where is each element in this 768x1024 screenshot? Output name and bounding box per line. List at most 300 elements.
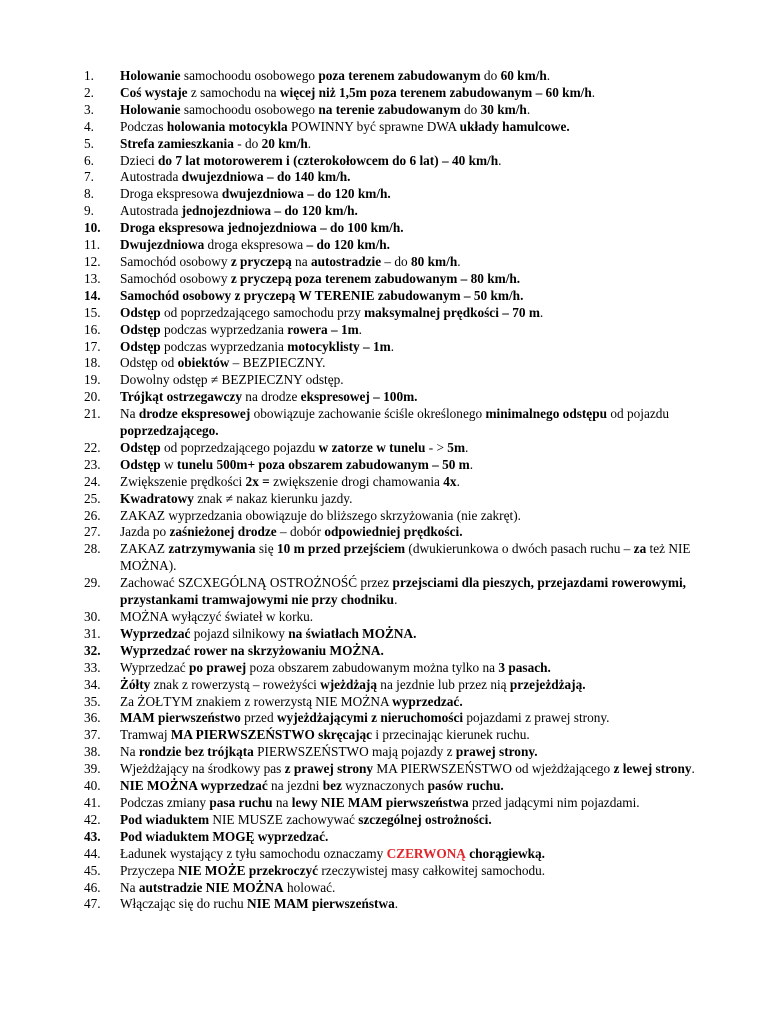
bold-text: NIE MOŻNA wyprzedzać [120,778,268,794]
text-run: . [539,304,544,320]
bold-text: – do 120 km/h. [306,237,390,253]
bold-text: Odstęp [120,321,161,337]
item-number: 37. [84,727,101,743]
item-number: 13. [84,270,101,286]
item-number: 22. [84,439,101,455]
text-run: z samochodu na [187,84,280,100]
item-text [120,339,394,354]
item-text [120,389,418,404]
item-text [120,694,463,709]
text-run: na drodze [241,389,301,405]
bold-text: 5m [447,439,466,455]
item-text [120,761,695,776]
item-number: 6. [84,152,94,168]
bold-text: przejeżdżają. [509,676,586,692]
list-item [0,355,768,372]
item-number: 27. [84,524,101,540]
bold-text: chorągiewką. [469,845,545,861]
text-run: Na [120,879,139,895]
item-number: 42. [84,811,101,827]
list-item [0,541,768,575]
item-number: 19. [84,372,101,388]
bold-text: pasa ruchu [209,794,273,810]
bold-text: tunelu 500m+ poza obszarem zabudowanym – 50 m [176,456,470,472]
list-item [0,153,768,170]
bold-text: z lewej strony [613,761,692,777]
item-number: 14. [84,287,101,303]
bold-text: Wyprzedzać [120,625,191,641]
text-run: . [526,101,531,117]
list-item [0,575,768,609]
bold-text: dwujezdniowa – do 120 km/h. [221,186,391,202]
item-number: 41. [84,794,101,810]
bold-text: obiektów [177,355,230,371]
item-number: 1. [84,68,94,83]
item-text [120,440,468,455]
list-item [0,626,768,643]
bold-text: wjeżdżają [320,676,377,692]
item-text [120,575,686,607]
text-run: - > [425,439,448,455]
bold-text: CZERWONĄ [386,845,466,861]
list-item [0,68,768,85]
bold-text: Pod wiaduktem MOGĘ wyprzedzać. [120,828,329,844]
text-run: też NIE MOŻNA). [120,541,691,574]
text-run: . [394,896,399,912]
list-item [0,339,768,356]
list-item [0,694,768,711]
item-number: 2. [84,84,94,100]
bold-text: NIE MAM pierwszeństwa [247,896,395,912]
item-number: 8. [84,186,94,202]
bold-text: Żółty [120,676,151,692]
text-run: pojazd silnikowy [190,625,289,641]
bold-text: rowera – 1m [287,321,359,337]
text-run: na [291,253,311,269]
text-run: – BEZPIECZNY. [229,355,326,371]
item-number: 15. [84,304,101,320]
text-run: samochoodu osobowego [180,68,319,83]
item-text [120,660,551,675]
text-run: Wjeżdżający na środkowy pas [120,761,285,777]
item-number: 31. [84,625,101,641]
text-run: zwiększenie drogi chamowania [269,473,444,489]
text-run: na jezdnie lub przez nią [376,676,510,692]
text-run: NIE MUSZE zachowywać [209,811,359,827]
item-text [120,778,504,793]
item-number: 40. [84,778,101,794]
bold-text: Wyprzedzać rower na skrzyżowaniu MOŻNA. [120,642,384,658]
bold-text: Odstęp [120,456,161,472]
item-text [120,136,311,151]
text-run: Autostrada [120,169,182,185]
item-number: 34. [84,676,101,692]
text-run: Dzieci [120,152,159,168]
bold-text: z pryczepą poza terenem zabudowanym – 80 km/h. [230,270,521,286]
item-text [120,153,501,168]
list-item [0,829,768,846]
text-run: na [272,794,292,810]
item-number: 32. [84,642,101,658]
text-run: Samochód osobowy [120,270,231,286]
item-text [120,203,358,218]
item-number: 44. [84,845,101,861]
bold-text: Odstęp [120,338,161,354]
item-text [120,829,328,844]
item-number: 29. [84,575,101,591]
list-item [0,846,768,863]
list-item [0,220,768,237]
bold-text: Holowanie [120,68,181,83]
bold-text: minimalnego odstępu [485,406,608,422]
bold-text: Odstęp [120,304,161,320]
text-run: Tramwaj [120,727,171,743]
bold-text: poprzedzającego. [120,423,219,439]
list-item [0,119,768,136]
list-item [0,761,768,778]
list-item [0,508,768,525]
bold-text: przejsciami dla pieszych, przejazdami rowerowymi, przystankami tramwajowymi nie przy chodniku [120,575,687,608]
text-run: . [465,439,469,455]
bold-text: autstradzie NIE MOŻNA [138,879,284,895]
bold-text: 60 km/h [500,68,547,83]
text-run: . [456,473,460,489]
text-run: podczas wyprzedzania [160,338,288,354]
text-run: Zwiększenie prędkości [120,473,246,489]
text-run: Dowolny odstęp ≠ BEZPIECZNY odstęp. [120,372,344,388]
text-run: . [691,761,695,777]
item-text [120,880,335,895]
bold-text: NIE MOŻE przekroczyć [177,862,319,878]
item-number: 3. [84,101,94,117]
item-number: 33. [84,659,101,675]
text-run: (dwukierunkowa o dwóch pasach ruchu – [405,541,634,557]
item-text [120,406,669,438]
list-item [0,660,768,677]
list-item [0,203,768,220]
bold-text: 2x = [245,473,270,489]
text-run: . [498,152,502,168]
text-run: . [394,592,398,608]
list-item [0,727,768,744]
text-run: przed jadącymi nim pojazdami. [468,794,640,810]
item-number: 10. [84,220,101,236]
text-run: - do [233,135,262,151]
list-item [0,795,768,812]
bold-text: Coś wystaje [120,84,188,100]
item-text [120,626,416,641]
bold-text: 30 km/h [480,101,527,117]
bold-text: układy hamulcowe. [459,118,570,134]
bold-text: Pod wiaduktem [120,811,210,827]
bold-text: Samochód osobowy z pryczepą W TERENIE zabudowanym – 50 km/h. [120,287,524,303]
bold-text: Dwujezdniowa [120,237,205,253]
text-run: znak z rowerzystą – roweżyści [150,676,321,692]
item-number: 11. [84,237,101,253]
bold-text: z pryczepą [230,253,292,269]
item-text [120,457,473,472]
bold-text: w zatorze w tunelu [318,439,426,455]
item-text [120,186,391,201]
item-number: 43. [84,828,101,844]
list-item [0,237,768,254]
text-run: w [160,456,177,472]
bold-text: 80 km/h [411,253,458,269]
bold-text: pasów ruchu. [427,778,504,794]
text-run: . [457,253,461,269]
item-text [120,524,463,539]
bold-text: 4x [443,473,457,489]
text-run: Ładunek wystający z tyłu samochodu oznaczamy [120,845,387,861]
item-text [120,322,362,337]
item-text [120,68,550,83]
bold-text: wyprzedzać. [392,693,463,709]
text-run: Zachować SZCXEGÓLNĄ OSTROŻNOŚĆ przez [120,575,393,591]
text-run: wyznaczonych [341,778,428,794]
bold-text: Droga ekspresowa jednojezdniowa – do 100 km/h. [120,220,404,236]
list-item [0,778,768,795]
item-number: 46. [84,879,101,895]
item-number: 36. [84,710,101,726]
text-run: Autostrada [120,203,182,219]
item-text [120,727,530,742]
text-run: od poprzedzającego samochodu przy [160,304,365,320]
list-item [0,254,768,271]
traffic-rules-list [0,68,768,913]
item-text [120,508,521,523]
text-run: – dobór [276,524,325,540]
bold-text: z prawej strony [284,761,374,777]
bold-text: więcej niż 1,5m poza terenem zabudowanym – 60 km/h [279,84,592,100]
list-item [0,880,768,897]
bold-text: bez [322,778,342,794]
list-item [0,744,768,761]
bold-text: MA PIERWSZEŃSTWO [170,727,315,743]
bold-text: poza terenem zabudowanym [318,68,481,83]
text-run: – do [381,253,412,269]
text-run: . [591,84,596,100]
item-number: 16. [84,321,101,337]
text-run: Odstęp od [120,355,178,371]
text-run: znak ≠ nakaz kierunku jazdy. [193,490,353,506]
list-item [0,406,768,440]
item-number: 20. [84,389,101,405]
item-number: 17. [84,338,101,354]
bold-text: po prawej [188,659,247,675]
item-number: 39. [84,761,101,777]
item-text [120,474,460,489]
text-run: się [255,541,277,557]
text-run: POWINNY być sprawne DWA [287,118,460,134]
text-run: samochoodu osobowego [180,101,319,117]
item-number: 24. [84,473,101,489]
text-run: pojazdami z prawej strony. [463,710,610,726]
bold-text: MAM pierwszeństwo [120,710,241,726]
bold-text: skręcając [318,727,373,743]
item-text [120,305,543,320]
item-text [120,271,520,286]
list-item [0,102,768,119]
item-number: 38. [84,744,101,760]
text-run: przed [240,710,277,726]
text-run: Na [120,744,139,760]
item-text [120,812,492,827]
bold-text: holowania motocykla [166,118,288,134]
item-text [120,710,610,725]
item-number: 4. [84,118,94,134]
bold-text: zaśnieżonej drodze [169,524,277,540]
list-item [0,643,768,660]
bold-text: szczególnej ostrożności. [358,811,492,827]
bold-text: 10 m przed przejściem [276,541,406,557]
list-item [0,677,768,694]
list-item [0,609,768,626]
text-run: . [546,68,551,83]
list-item [0,305,768,322]
bold-text: jednojezdniowa – do 120 km/h. [181,203,358,219]
text-run: MOŻNA wyłączyć świateł w korku. [120,609,314,624]
text-run: Na [120,406,139,422]
list-item [0,524,768,541]
text-run: . [307,135,312,151]
text-run: Wyprzedzać [120,659,189,675]
list-item [0,389,768,406]
text-run: Podczas [120,118,167,134]
bold-text: Kwadratowy [120,490,194,506]
text-run: . [469,456,474,472]
text-run: do [480,68,501,83]
item-text [120,846,545,861]
text-run: ZAKAZ [120,541,169,557]
list-item [0,271,768,288]
text-run: ZAKAZ wyprzedzania obowiązuje do bliższego skrzyżowania (nie zakręt). [120,507,521,523]
item-number: 12. [84,253,101,269]
item-text [120,744,538,759]
bold-text: dwujezdniowa – do 140 km/h. [181,169,351,185]
item-number: 47. [84,896,101,912]
bold-text: Strefa zamieszkania [120,135,234,151]
list-item [0,457,768,474]
list-item [0,440,768,457]
bold-text: 20 km/h [261,135,308,151]
list-item [0,812,768,829]
bold-text: ekspresowej – 100m. [300,389,418,405]
text-run: holować. [283,879,336,895]
item-text [120,102,530,117]
item-number: 5. [84,135,94,151]
text-run: poza obszarem zabudowanym można tylko na [246,659,499,675]
bold-text: Trójkąt ostrzegawczy [120,389,242,405]
bold-text: Holowanie [120,101,181,117]
text-run: . [390,338,395,354]
list-item [0,372,768,389]
bold-text: na światłach MOŻNA. [288,625,417,641]
item-number: 18. [84,355,101,371]
list-item [0,896,768,913]
item-number: 28. [84,541,101,557]
item-number: 9. [84,203,94,219]
item-text [120,254,461,269]
text-run: od pojazdu [607,406,670,422]
bold-text: wyjeżdżającymi z nieruchomości [276,710,464,726]
text-run: Droga ekspresowa [120,186,222,202]
item-text [120,288,523,303]
text-run: na jezdni [267,778,323,794]
item-text [120,85,595,100]
text-run: rzeczywistej masy całkowitej samochodu. [318,862,546,878]
bold-text: na terenie zabudowanym [318,101,461,117]
bold-text: zatrzymywania [168,541,256,557]
list-item [0,85,768,102]
text-run: MA PIERWSZEŃSTWO od wjeżdżającego [373,761,614,777]
list-item [0,288,768,305]
text-run: Jazda po [120,524,170,540]
list-item [0,322,768,339]
item-number: 30. [84,609,101,624]
item-text [120,795,640,810]
item-text [120,863,545,878]
bold-text: rondzie bez trójkąta [138,744,254,760]
list-item [0,863,768,880]
item-text [120,169,351,184]
item-text [120,677,586,692]
bold-text: za [633,541,647,557]
text-run: Samochód osobowy [120,253,231,269]
item-number: 26. [84,507,101,523]
item-text [120,541,691,573]
item-text [120,491,352,506]
text-run: od poprzedzającego pojazdu [160,439,319,455]
text-run: podczas wyprzedzania [160,321,288,337]
text-run: i przecinając kierunek ruchu. [372,727,530,743]
item-text [120,220,404,235]
text-run: Podczas zmiany [120,794,210,810]
list-item [0,136,768,153]
bold-text: motocyklisty – 1m [287,338,391,354]
bold-text: drodze ekspresowej [138,406,251,422]
bold-text: maksymalnej prędkości – 70 m [364,304,540,320]
item-text [120,372,344,387]
text-run: Za ŻOŁTYM znakiem z rowerzystą NIE MOŻNA [120,693,393,709]
text-run: droga ekspresowa [204,237,307,253]
list-item [0,710,768,727]
text-run: do [460,101,481,117]
text-run: Włączając się do ruchu [120,896,247,912]
item-number: 25. [84,490,101,506]
item-text [120,609,313,624]
list-item [0,474,768,491]
list-item [0,186,768,203]
item-text [120,643,384,658]
item-number: 45. [84,862,101,878]
list-item [0,491,768,508]
bold-text: lewy NIE MAM pierwszeństwa [291,794,469,810]
text-run: obowiązuje zachowanie ściśle określonego [250,406,486,422]
text-run: PIERWSZEŃSTWO mają pojazdy z [253,744,456,760]
item-text [120,896,398,911]
bold-text: odpowiedniej prędkości. [324,524,463,540]
item-text [120,355,326,370]
text-run: Przyczepa [120,862,178,878]
bold-text: prawej strony. [455,744,538,760]
text-run: . [358,321,362,337]
list-item [0,169,768,186]
item-number: 7. [84,169,94,185]
bold-text: do 7 lat motorowerem i (czterokołowcem do 6 lat) – 40 km/h [158,152,499,168]
bold-text: autostradzie [310,253,382,269]
item-text [120,119,570,134]
bold-text: Odstęp [120,439,161,455]
